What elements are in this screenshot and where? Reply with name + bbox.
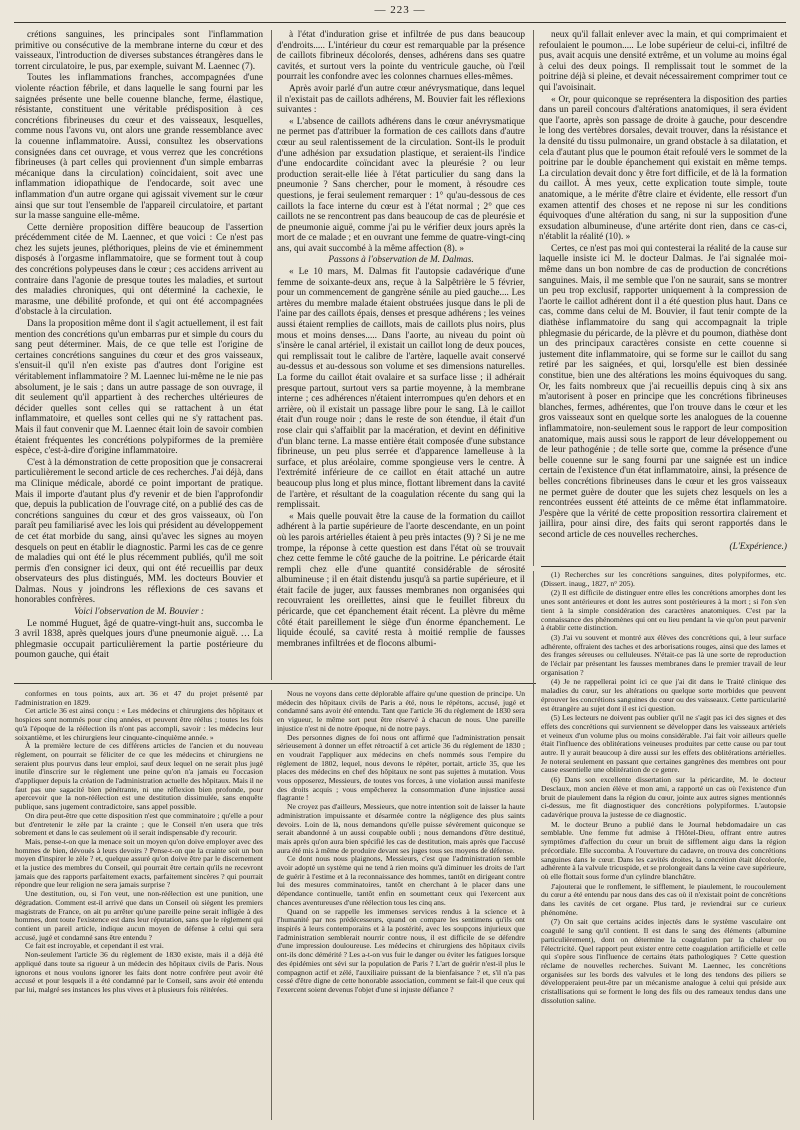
page-number: — 223 — [374, 4, 426, 16]
paragraph: Toutes les inflammations franches, accompagnées d'une violente réaction fébrile, et dans laquelle le sang fourni par les saignées présente une belle couenne blanche, ferme, élastique, résistante, constituent une véritable prédisposition à ces concrétions fibrineuses du cœur et des vaisseaux, lesquelles, comme nous l'avons vu, ont alors une grande ressemblance avec la couenne inflammatoire. Aussi, consultez les observations consignées dans cet ouvrage, et vous verrez que les concrétions fibrineuses (à part celles qui proviennent d'un simple embarras mécanique dans la circulation) coïncidaient, soit avec une inflammation idiopathique de l'endocarde, soit avec une inflammation d'un autre organe qui agissait vivement sur le cœur ainsi que sur tout l'ensemble de l'appareil circulatoire, et partant sur la masse sanguine elle-même. [15, 73, 263, 222]
header-rule [14, 22, 786, 23]
column-right [539, 30, 787, 562]
footnote: (7) On sait que certains acides injectés dans le système vasculaire ont coagulé le sang qu'il contient. Il est dans le sang des éléments (albumine particulièrement), dont on détermine la coagulation par la chaleur ou l'électricité. Quel rapport peut exister entre cette coagulation artificielle et celle qui s'opère sous l'influence de certains états pathologiques ? Cette question réclame de nouvelles recherches. Suivant M. Laennec, les concrétions organisées sur les bords des valvules et le long des tendons des piliers se développeraient peut-être par un mécanisme analogue à celui qui préside aux cristallisations qui se forment le long des fils ou des rameaux tendus dans une dissolution saline. [541, 917, 786, 1005]
paragraph: C'est à la démonstration de cette proposition que je consacrerai particulièrement le second article de ces recherches. J'ai déjà, dans ma Clinique médicale, abordé ce point important de pratique. Mais il importe d'autant plus d'y revenir et de bien l'approfondir que, depuis la publication de l'ouvrage cité, on a publié des cas de concrétions sanguines du cœur et des gros vaisseaux, où l'on paraît peu familiarisé avec les lois qui président au développement de cet état morbide du sang, ainsi qu'avec les signes au moyen desquels on peut en établir le diagnostic. Parmi les cas de ce genre de maladies qui ont été le plus récemment publiés, qu'il me soit permis d'en consigner ici deux, qui ont été recueillis par deux observateurs des plus distingués, MM. les docteurs Bouvier et Dalmas. Nous y joindrons les réflexions de ces savans et honorables confrères. [15, 457, 263, 606]
paragraph: Après avoir parlé d'un autre cœur anévrysmatique, dans lequel il n'existait pas de caillots adhérens, M. Bouvier fait les réflexions suivantes : [277, 83, 525, 116]
paragraph: « Or, pour quiconque se représentera la disposition des parties dans un pareil concours d'altérations anatomiques, il sera évident que l'aorte, après son passage de droite à gauche, pour descendre le long des vertèbres dorsales, devait trouver, dans la résistance et la densité du tissu pulmonaire, un grand obstacle à sa dilatation, et cela d'autant plus que le poumon était refoulé vers le sommet de la poitrine par le double épanchement qui existait en même temps. La circulation devait donc y être fort difficile, et de là la formation du caillot. À mes yeux, cette explication toute simple, toute anatomique, a le mérite d'être claire et évidente, elle ressort d'un examen attentif des choses et ne repose ni sur les conditions équivoques d'une altération du sang, ni sur la supposition d'une exsudation albumineuse, d'une artérite dont rien, dans ce cas-ci, n'établit la réalité (10). » [539, 94, 787, 243]
paragraph: Cette dernière proposition diffère beaucoup de l'assertion précédemment citée de M. Laennec, et que voici : Ce n'est pas chez les sujets jeunes, pléthoriques, pleins de vie et éminemment disposés à l'orgasme inflammatoire, que se forment tout à coup des concrétions polypeuses dans le cœur ; ces accidens arrivent au contraire dans l'agonie de presque toutes les maladies, et surtout des maladies chroniques, qui ont déterminé la cachexie, le marasme, une débilité profonde, et qui ont été accompagnées d'obstacle à la circulation. [15, 222, 263, 318]
paragraph: « L'absence de caillots adhérens dans le cœur anévrysmatique ne permet pas d'attribuer la formation de ces caillots dans d'autre cœur au seul ralentissement de la circulation. Sont-ils le produit d'une adhésion par exsudation plastique, et seraient-ils l'indice d'une endocardite coïncidant avec la pleurésie ? ou leur production serait-elle liée à l'état particulier du sang dans la pneumonie ? Sans chercher, pour le moment, à résoudre ces questions, je ferai seulement remarquer : 1° qu'au-dessous de ces caillots la face interne du cœur est à l'état normal ; 2° que ces caillots ne se rencontrent pas dans beaucoup de cas de pleurésie et de pneumonie aiguë, comme j'ai pu le vérifier deux jours après la mort de ce malade ; et en ouvrant une femme de quatre-vingt-cinq ans, qui avait succombé à la même affection (8). » [277, 116, 525, 254]
footnote: (1) Recherches sur les concrétions sanguines, dites polypiformes, etc. (Dissert. inaug., 1827, n° 205). [541, 571, 786, 588]
feuilleton-paragraph: À la première lecture de ces différens articles de l'ancien et du nouveau règlement, on pourrait se féliciter de ce que les médecins et chirurgiens ne seraient plus pourvus dans leur emploi, sauf deux lequel on ne serait plus jugé inutile d'inscrire sur le règlement une peine qu'on n'a jamais eu l'occasion d'appliquer depuis la création de l'administration actuelle des hôpitaux. Mais il ne faut pas une sagacité bien pénétrante, ni une réflexion bien profonde, pour apercevoir que la non-réélection est une destitution dissimulée, sans enquête publique, sans jugement contradictoire, sans appel possible. [15, 741, 263, 812]
footnote: (2) Il est difficile de distinguer entre elles les concrétions amorphes dont les unes sont antérieures et dont les autres sont postérieures à la mort ; si l'on s'en tient à la simple considération des caractères anatomiques. C'est par la connaissance des phénomènes qui ont eu lieu pendant la vie qu'on peut parvenir à établir cette distinction. [541, 588, 786, 633]
observation-heading: Voici l'observation de M. Bouvier : [73, 607, 205, 618]
paragraph: « Le 10 mars, M. Dalmas fit l'autopsie cadavérique d'une femme de soixante-deux ans, reçue à la Salpêtrière le 5 février, pour un commencement de gangrène sénile au pied gauche.... Les artères du membre malade étaient obstruées jusque dans le pli de l'aine par des caillots épais, denses et presque adhérens ; les veines aussi étaient remplies de caillots, mais de caillots plus noirs, plus mous et moins denses..... Dans l'aorte, au niveau du point où s'insère le canal artériel, il existait un caillot long de deux pouces, qui remplissait tout le calibre de l'artère, laquelle avait conservé au-dessus et au-dessous son volume et ses dimensions naturelles. La forme du caillot était ovalaire et sa surface lisse ; il adhérait presque partout, surtout vers sa partie moyenne, à la membrane interne ; ces adhérences n'étaient interrompues qu'en dehors et en arrière, où il existait un passage libre pour le sang. Là le caillot était d'un rouge noir ; dans le reste de son étendue, il était d'un rose clair qui s'affaiblit par la macération, et devint en définitive d'un blanc terne. La masse entière était composée d'une substance fibrineuse, un peu plus serrée et d'apparence lamelleuse à la surface, et plus aréolaire, comme spongieuse vers le centre. À l'extrémité inférieure de ce caillot en était attaché un autre beaucoup plus long et plus mince, flottant librement dans la cavité de l'artère, et résultant de la coagulation récente du sang qui la remplissait. [277, 267, 525, 511]
paragraph: Certes, ce n'est pas moi qui contesterai la réalité de la cause sur laquelle insiste ici M. le docteur Dalmas. Je l'ai signalée moi-même dans un bon nombre de cas de production de concrétions sanguines. Mais, il me semble que l'on ne saurait, sans se montrer un peu trop exclusif, rapporter uniquement à la compression de l'aorte le caillot adhérent dont il a été question plus haut. Dans ce cas, comme dans celui de M. Bouvier, il faut tenir compte de la diathèse inflammatoire du sang qui accompagnait la triple phlegmasie du péricarde, de la plèvre et du poumon, diathèse dont un des principaux caractères consiste en cette couenne si justement dite inflammatoire, qui se forme sur le caillot du sang retiré par les saignées, et qui, lorsqu'elle est bien dessinée constitue, bien une des altérations les moins équivoques du sang. Or, les faits nombreux que j'ai recueillis depuis cinq à six ans m'autorisent à poser en principe que les concrétions fibrineuses blanches, fermes, adhérentes, que l'on trouve dans le cœur et les gros vaisseaux sont en quelque sorte les analogues de la couenne inflammatoire, non-seulement sous le rapport de leur composition anatomique, mais aussi sous le rapport de leur développement ou de leur pathogénie ; de telle sorte que, comme la présence d'une belle couenne sur le sang fourni par une saignée est un indice certain de l'existence d'un état inflammatoire, ainsi, la présence de belles concrétions fibrineuses dans le cœur et les gros vaisseaux ne permet guère de douter que les sujets chez lesquels on les a rencontrées eussent été atteints de ce même état inflammatoire. J'espère que la vérité de cette proposition ressortira clairement et jaillira, pour ainsi dire, des faits qui seront rapportés dans le second article de ces nouvelles recherches. [539, 243, 787, 540]
feuilleton-paragraph: Une destitution, ou, si l'on veut, une non-réélection est une punition, une dégradation. Comment est-il arrivé que dans un Conseil où siègent les premiers magistrats de France, on ait pu arrêter qu'une pareille peine serait infligée à des hommes, dont toute l'existence est dans leur réputation, sans que le règlement qui contient un pareil article, indique aucun moyen de défense à celui qui sera accusé, jugé et condamné sans être entendu ? [15, 889, 263, 942]
feuilleton-paragraph: Des personnes dignes de foi nous ont affirmé que l'administration pensait sérieusement à donner un effet rétroactif à cet article 36 du règlement de 1830 ; en voudrait l'appliquer aux médecins en chefs nommés sous l'empire du règlement de 1802, lequel, nous devons le répéter, portait, article 35, que les places des médecins en chef des hôpitaux ne sont pas sujettes à mutation. Vous vous opposerez, Messieurs, de toutes vos forces, à une violation aussi manifeste des droits acquis ; vous empêcherez la consommation d'une injustice aussi flagrante ! [277, 732, 525, 803]
paragraph: neux qu'il fallait enlever avec la main, et qui comprimaient et refoulaient le poumon..... Le lobe supérieur de celui-ci, infiltré de pus, avait acquis une densité extrême, et un volume au moins égal à celui des deux poings. Il remplissait tout le sommet de la poitrine déjà si pleine, et devait nécessairement comprimer tout ce qui l'avoisinait. [539, 30, 787, 93]
footnote: J'ajouterai que le ronflement, le sifflement, le piaulement, le roucoulement du cœur a été entendu par nous dans des cas où il n'existait point de concrétions dans les cavités de cet organe. Plus tard, je reviendrai sur ce curieux phénomène. [541, 881, 786, 917]
feuilleton-paragraph: Nous ne voyons dans cette déplorable affaire qu'une question de principe. Un médecin des hôpitaux civils de Paris a été, nous le répétons, accusé, jugé et condamné sans avoir été entendu. Tant que l'article 36 du règlement de 1830 sera en vigueur, le même sort peut être réservé à chacun de nous. Une pareille injustice n'est ni de notre époque, ni de notre pays. [277, 690, 525, 733]
feuilleton-paragraph: Ce dont nous nous plaignons, Messieurs, c'est que l'administration semble avoir adopté un système qui ne tend à rien moins qu'à diminuer les droits de l'art de guérir à l'estime et à la reconnaissance des hommes, tantôt en dirigeant contre lui des mesures comminatoires, tantôt en cherchant à le placer dans une dépendance continuelle, tantôt enfin en soumettant ceux qui l'exercent aux chances aventureuses d'une réélection tous les cinq ans. [277, 854, 525, 907]
feuilleton-middle [277, 690, 525, 1120]
paragraph: Le nommé Huguet, âgé de quatre-vingt-huit ans, succomba le 3 avril 1838, après quelques jours d'une pneumonie aiguë. … La phlegmasie occupait particulièrement la partie postérieure du poumon gauche, qui était [15, 618, 263, 661]
notes-rule [541, 566, 786, 567]
footnotes [541, 571, 786, 1120]
feuilleton-paragraph: On dira peut-être que cette disposition n'est que comminatoire ; qu'elle a pour but d'entretenir le zèle par la crainte ; que le Conseil n'en usera que très sobrement et dans le cas seulement où il serait indispensable d'y recourir. [15, 810, 263, 838]
footnote: (3) J'ai vu souvent et montré aux élèves des concrétions qui, à leur surface adhérente, offraient des taches et des arborisations rouges, ainsi que des lames et des franges séreuses ou celluleuses. N'était-ce pas là une sorte de reproduction de l'éclair par présentant les fausses membranes dans le premier travail de leur organisation ? [541, 632, 786, 677]
footnote: (4) Je ne rappellerai point ici ce que j'ai dit dans le Traité clinique des maladies du cœur, sur les altérations ou quelque sorte morbides que peuvent éprouver les concrétions sanguines du cœur ou des vaisseaux. Cette particularité est étrangère au sujet dont il est ici question. [541, 677, 786, 713]
feuilleton-rule [14, 683, 536, 684]
feuilleton-paragraph: Ne croyez pas d'ailleurs, Messieurs, que notre intention soit de laisser la haute administration impuissante et désarmée contre la négligence des plus saints devoirs. Loin de là, nous demandons qu'elle puisse sévèrement quiconque se serait abandonné à un aussi coupable oubli ; nous demandons d'être destitué, mais après qu'on aura bien spécifié les cas de destitution, mais après que l'accusé aura été mis à même de produire devant ses juges tous ses moyens de défense. [277, 802, 525, 855]
column-divider [271, 690, 272, 1120]
source-signature: (L'Expérience.) [729, 541, 787, 552]
footnote: (6) Dans son excellente dissertation sur la péricardite, M. le docteur Desclaux, mon ancien élève et mon ami, a rapporté un cas où l'existence d'un bruit de piaulement dans la région du cœur, jointe aux autres signes mentionnés ci-dessus, me fit diagnostiquer des concrétions polypiformes. L'autopsie cadavérique prouva la justesse de ce diagnostic. [541, 775, 786, 819]
feuilleton-left [15, 690, 263, 1120]
column-divider [271, 30, 272, 680]
column-divider [533, 30, 534, 566]
column-divider [533, 571, 534, 1120]
paragraph: Dans la proposition même dont il s'agit actuellement, il est fait mention des concrétions qu'un embarras pur et simple du cours du sang peut déterminer. Mais, de ce que telle est l'origine de certaines concrétions sanguines du cœur et des gros vaisseaux, s'ensuit-il qu'il n'en existe pas d'autres dont l'origine est véritablement inflammatoire ? M. Laennec lui-même ne le nie pas absolument, je le sais ; dans un autre passage de son ouvrage, il dit seulement qu'il appartient à des recherches ultérieures de décider quelles sont celles qui se rattachent à un état inflammatoire, et quelles sont celles qui ne s'y rattachent pas. Mais il faut convenir que M. Laennec était loin de savoir combien étaient fréquentes les concrétions polypiformes de la première espèce, c'est-à-dire d'origine inflammatoire. [15, 319, 263, 457]
feuilleton-paragraph: Cet article 36 est ainsi conçu : « Les médecins et chirurgiens des hôpitaux et hospices sont nommés pour cinq années, et peuvent être réélus ; toutes les fois qu'à l'époque de la réélection ils n'ont pas accompli, savoir : les médecins leur soixantième, et les chirurgiens leur cinquante-cinquième année. » [15, 706, 263, 742]
column-left [15, 30, 263, 680]
paragraph: crétions sanguines, les principales sont l'inflammation primitive ou consécutive de la membrane interne du cœur et des vaisseaux, l'introduction de diverses substances étrangères dans le torrent circulatoire, le pus, par exemple, suivant M. Laennec (7). [15, 30, 263, 72]
feuilleton-paragraph: Non-seulement l'article 36 du règlement de 1830 existe, mais il a déjà été appliqué dans toute sa rigueur à un médecin des hôpitaux civils de Paris. Nous ignorons et nous voulons ignorer les faits dont notre confrère peut avoir été accusé et pour lesquels il a été condamné par le Conseil, sans avoir été entendu par lui, malgré ses instances les plus vives et à plusieurs fois réitérées. [15, 950, 263, 994]
footnote: (5) Les lecteurs ne doivent pas oublier qu'il ne s'agit pas ici des signes et des effets des concrétions qui surviennent se développer dans les vaisseaux artériels et veineux d'un volume plus ou moins considérable. J'ai fait voir ailleurs quelle était l'influence des oblitérations veineuses produites par cette cause ou par tout autre. Il y aurait beaucoup à dire aussi sur les effets des oblitérations artérielles. Je noterai seulement en passant que certaines gangrènes des membres ont pour cause essentielle une oblitération de ce genre. [541, 713, 786, 775]
paragraph: « Mais quelle pouvait être la cause de la formation du caillot adhérent à la partie supérieure de l'aorte descendante, en un point où les parois artérielles étaient à peu près intactes (9) ? Si je ne me trompe, la réponse à cette question est dans l'état où se trouvait chez cette femme le côté gauche de la poitrine. Le péricarde était rempli chez elle d'une quantité considérable de sérosité albumineuse ; il en était distendu jusqu'à sa partie supérieure, et il était facile de juger, aux fausses membranes non organisées qui recouvraient les oreillettes, ainsi que le feuillet fibreux du péricarde, que cet épanchement était récent. La plèvre du même côté était pareillement le siège d'un énorme épanchement. Le liquide écoulé, sa cavité resta à moitié remplie de fausses membranes infiltrées et de flocons albumi- [277, 511, 525, 649]
feuilleton-paragraph: Mais, pense-t-on que la menace soit un moyen qu'on doive employer avec des hommes de bien, dévoués à leurs devoirs ? Pense-t-on que la crainte soit un bon moyen d'inspirer le zèle ? et, quelque assuré qu'on doive être par le discernement et la justice des membres du Conseil, qui pourrait être certain qu'ils ne recevront jamais que des rapports parfaitement exacts, parfaitement sincères ? qui pourrait répondre que leur religion ne sera jamais surprise ? [15, 836, 263, 890]
footnote: M. le docteur Bruno a publié dans le Journal hebdomadaire un cas semblable. Une femme fut admise à l'Hôtel-Dieu, offrant entre autres symptômes d'affection du cœur un bruit de sifflement aigu dans la région précordiale. Elle succomba. À l'ouverture du cadavre, on trouva des concrétions sanguines dans le cœur. Dans les cavités droites, la concrétion était décolorée, adhérente à la valvule tricuspide, et se prolongeait dans la veine cave supérieure, où elle flottait sous forme d'un cylindre blanchâtre. [541, 819, 786, 881]
observation-heading: Passons à l'observation de M. Dalmas. [328, 255, 474, 266]
feuilleton-paragraph: conformes en tous points, aux art. 36 et 47 du projet présenté par l'administration en 1829. [15, 690, 263, 707]
column-middle [277, 30, 525, 680]
paragraph: à l'état d'induration grise et infiltrée de pus dans beaucoup d'endroits..... L'intérieur du cœur est remarquable par la présence de caillots fibrineux décolorés, denses, adhérens dans ses quatre cavités, et surtout vers la pointe du ventricule gauche, où l'œil pourrait les confondre avec les colonnes charnues elles-mêmes. [277, 30, 525, 83]
feuilleton-paragraph: Quand on se rappelle les immenses services rendus à la science et à l'humanité par nos prédécesseurs, quand on compare les sentimens qu'ils ont inspirés à leurs contemporains et à la postérité, avec les soupçons injurieux que l'administration semblerait nourrir contre nous, il est difficile de se défendre d'une impression douloureuse. Les médecins et chirurgiens des hôpitaux civils ont-ils donc démérité ? Les a-t-on vus fuir le danger ou éviter les fatigues lorsque des épidémies ont sévi sur la population de Paris ? L'art de guérir n'est-il plus le compagnon actif et zélé, l'auxiliaire puissant de la bienfaisance ? et, s'il n'a pas cessé d'être digne de cette honorable association, comment se fait-il que ceux qui l'exercent soient devenus l'objet d'une si injuste défiance ? [277, 906, 525, 994]
feuilleton-paragraph: Ce fait est incroyable, et cependant il est vrai. [25, 941, 164, 951]
